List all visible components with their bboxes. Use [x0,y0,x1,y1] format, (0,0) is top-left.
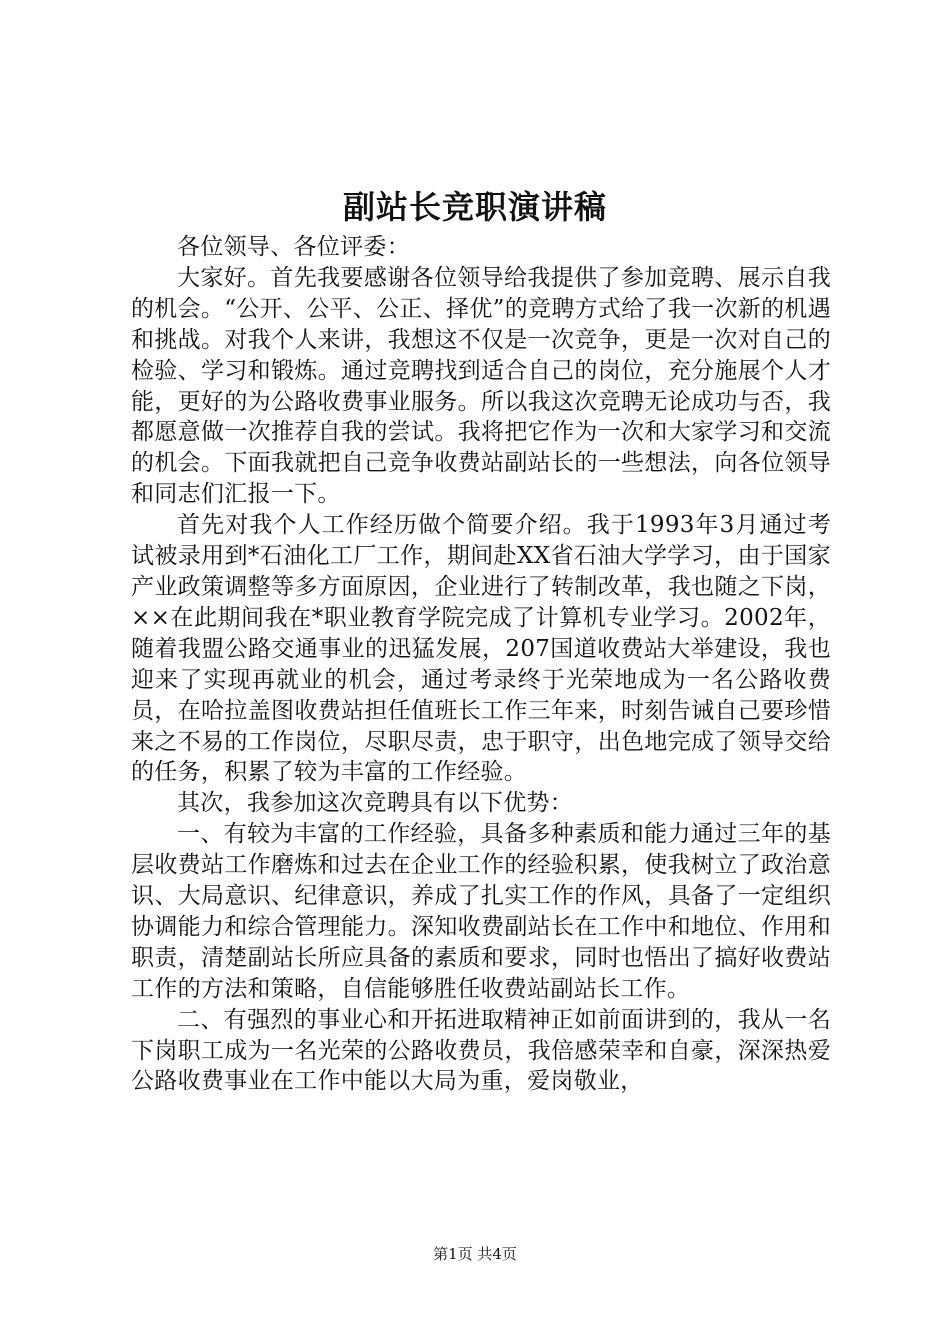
body-paragraph: 其次，我参加这次竞聘具有以下优势： [177,790,574,817]
body-paragraph: 一、有较为丰富的工作经验，具备多种素质和能力通过三年的基层收费站工作磨炼和过去在企业工作的经验积累，使我树立了政治意识、大局意识、纪律意识，养成了扎实工作的作风，具备了一定组织协调能力和综合管理能力。深知收费副站长在工作中和地位、作用和职责，清楚副站长所应具备的素质和要求，同时也悟出了搞好收费站工作的方法和策略，自信能够胜任收费站副站长工作。 [131,821,831,1002]
document-body [131,232,831,1097]
body-paragraph: 大家好。首先我要感谢各位领导给我提供了参加竞聘、展示自我的机会。“公开、公平、公正、择优”的竞聘方式给了我一次新的机遇和挑战。对我个人来讲，我想这不仅是一次竞争，更是一次对自己的检验、学习和锻炼。通过竞聘找到适合自己的岗位，充分施展个人才能，更好的为公路收费事业服务。所以我这次竞聘无论成功与否，我都愿意做一次推荐自我的尝试。我将把它作为一次和大家学习和交流的机会。下面我就把自己竞争收费站副站长的一些想法，向各位领导和同志们汇报一下。 [131,264,831,508]
page-number-footer: 第1页 共4页 [433,1245,517,1263]
body-paragraph: 首先对我个人工作经历做个简要介绍。我于1993年3月通过考试被录用到*石油化工厂工作，期间赴XX省石油大学学习，由于国家产业政策调整等多方面原因，企业进行了转制改革，我也随之下岗，××在此期间我在*职业教育学院完成了计算机专业学习。2002年，随着我盟公路交通事业的迅猛发展，207国道收费站大举建设，我也迎来了实现再就业的机会，通过考录终于光荣地成为一名公路收费员，在哈拉盖图收费站担任值班长工作三年来，时刻告诫自己要珍惜来之不易的工作岗位，尽职尽责，忠于职守，出色地完成了领导交给的任务，积累了较为丰富的工作经验。 [131,512,831,786]
document-title: 副站长竞职演讲稿 [342,188,607,226]
body-paragraph: 二、有强烈的事业心和开拓进取精神正如前面讲到的，我从一名下岗职工成为一名光荣的公路收费员，我倍感荣幸和自豪，深深热爱公路收费事业在工作中能以大局为重，爱岗敬业， [131,1006,831,1095]
salutation-paragraph: 各位领导、各位评委： [177,234,410,260]
